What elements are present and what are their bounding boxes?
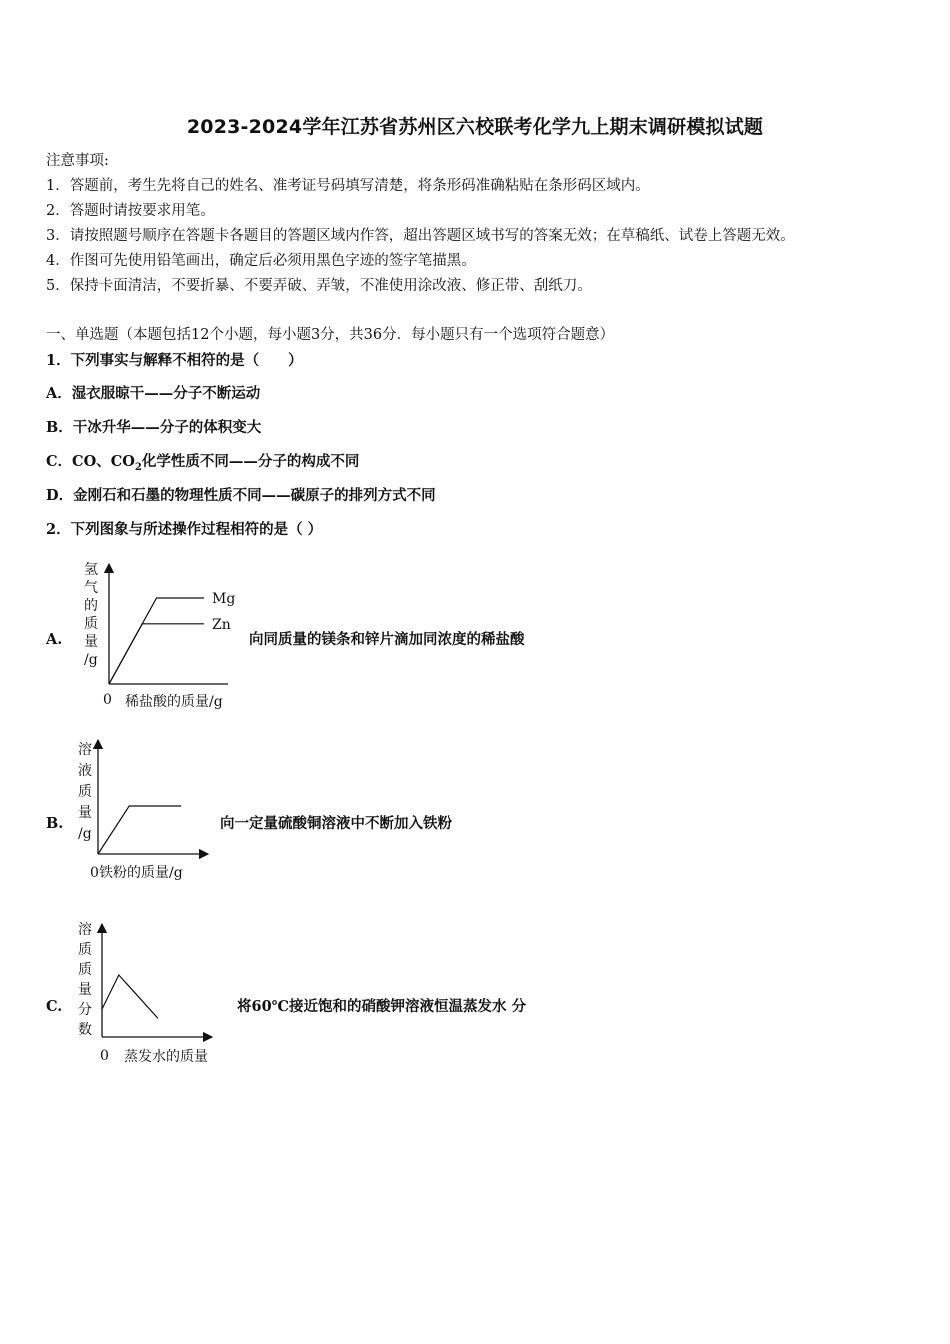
q1-option-d <box>46 486 436 506</box>
question-1-stem: 1．下列事实与解释不相符的是（ ） <box>46 352 303 369</box>
q2-option-a-letter: A. <box>46 631 63 648</box>
origin-label: 0 <box>103 692 112 708</box>
option-text-formula: CO、CO <box>72 453 135 470</box>
option-letter: C． <box>46 453 73 470</box>
y-axis-label-char: /g <box>84 652 98 668</box>
option-text: 干冰升华——分子的体积变大 <box>72 419 262 436</box>
y-axis-label-char: 量 <box>78 982 92 998</box>
y-axis-label-char: 质 <box>84 616 98 632</box>
series-line <box>109 598 204 684</box>
option-letter: D． <box>46 487 74 504</box>
notice-heading: 注意事项: <box>46 153 109 169</box>
y-axis-label-char: 气 <box>84 580 98 596</box>
y-axis-label-char: 溶 <box>78 922 92 938</box>
x-axis-label: 铁粉的质量/g <box>99 865 183 881</box>
notice-item: 3．请按照题号顺序在答题卡各题目的答题区域内作答，超出答题区域书写的答案无效；在草稿纸、试卷上答题无效。 <box>46 228 795 244</box>
series-line <box>102 975 158 1018</box>
y-axis-label-char: 质 <box>78 942 92 958</box>
y-axis-label-char: 溶 <box>78 742 92 758</box>
y-axis-label-char: 的 <box>84 598 98 614</box>
q2-option-c-letter: C. <box>46 998 63 1015</box>
y-axis-label-char: /g <box>78 826 92 842</box>
notice-item: 4．作图可先使用铅笔画出，确定后必须用黑色字迹的签字笔描黑。 <box>46 253 476 269</box>
origin-label: 0 <box>90 865 99 881</box>
series-group <box>98 806 181 854</box>
y-axis-label <box>84 562 98 668</box>
y-axis-label-char: 数 <box>78 1022 92 1038</box>
question-2-stem: 2．下列图象与所述操作过程相符的是（ ） <box>46 521 323 538</box>
y-axis-label <box>78 921 92 1038</box>
q2-option-c-graph <box>76 918 236 1068</box>
option-letter: B． <box>46 419 73 436</box>
subscript: 2 <box>134 461 142 473</box>
notice-item: 1．答题前，考生先将自己的姓名、准考证号码填写清楚，将条形码准确粘贴在条形码区域内。 <box>46 178 650 194</box>
q1-option-a <box>46 384 260 404</box>
y-axis-label-char: 氢 <box>84 562 98 578</box>
option-text: 化学性质不同——分子的构成不同 <box>141 453 360 470</box>
x-axis-label: 蒸发水的质量 <box>124 1049 208 1065</box>
y-axis-label-char: 质 <box>78 962 92 978</box>
q1-option-b <box>46 418 261 438</box>
x-axis-label: 稀盐酸的质量/g <box>125 694 223 710</box>
option-text: 湿衣服晾干——分子不断运动 <box>71 385 261 402</box>
q2-option-c-text: 将60℃接近饱和的硝酸钾溶液恒温蒸发水 分 <box>237 998 527 1015</box>
y-axis-label-char: 量 <box>78 805 92 821</box>
series-line <box>109 624 204 684</box>
q2-option-b-letter: B. <box>46 815 64 832</box>
q2-option-a-text: 向同质量的镁条和锌片滴加同浓度的稀盐酸 <box>249 631 525 648</box>
y-axis-label <box>78 741 92 842</box>
series-label: Zn <box>212 616 231 633</box>
y-axis-label-char: 液 <box>78 763 92 779</box>
notice-item: 5．保持卡面清洁，不要折暴、不要弄破、弄皱，不准使用涂改液、修正带、刮纸刀。 <box>46 278 592 294</box>
y-axis-label-char: 量 <box>84 634 98 650</box>
y-axis-label-char: 分 <box>78 1002 92 1018</box>
q2-option-a-graph <box>78 556 248 716</box>
q1-option-c <box>46 452 359 478</box>
page-title: 2023-2024学年江苏省苏州区六校联考化学九上期末调研模拟试题 <box>186 116 764 138</box>
series-group <box>109 591 235 684</box>
option-text: 金刚石和石墨的物理性质不同——碳原子的排列方式不同 <box>73 487 436 504</box>
notice-item: 2．答题时请按要求用笔。 <box>46 203 215 219</box>
y-axis-label-char: 质 <box>78 784 92 800</box>
series-group <box>102 975 158 1018</box>
section-heading: 一、单选题（本题包括12个小题，每小题3分，共36分．每小题只有一个选项符合题意） <box>46 327 615 343</box>
option-letter: A． <box>46 385 72 402</box>
q2-option-b-graph <box>76 736 226 886</box>
q2-option-b-text: 向一定量硫酸铜溶液中不断加入铁粉 <box>220 815 452 832</box>
series-label: Mg <box>212 591 236 607</box>
origin-label: 0 <box>100 1048 109 1064</box>
series-line <box>98 806 181 854</box>
